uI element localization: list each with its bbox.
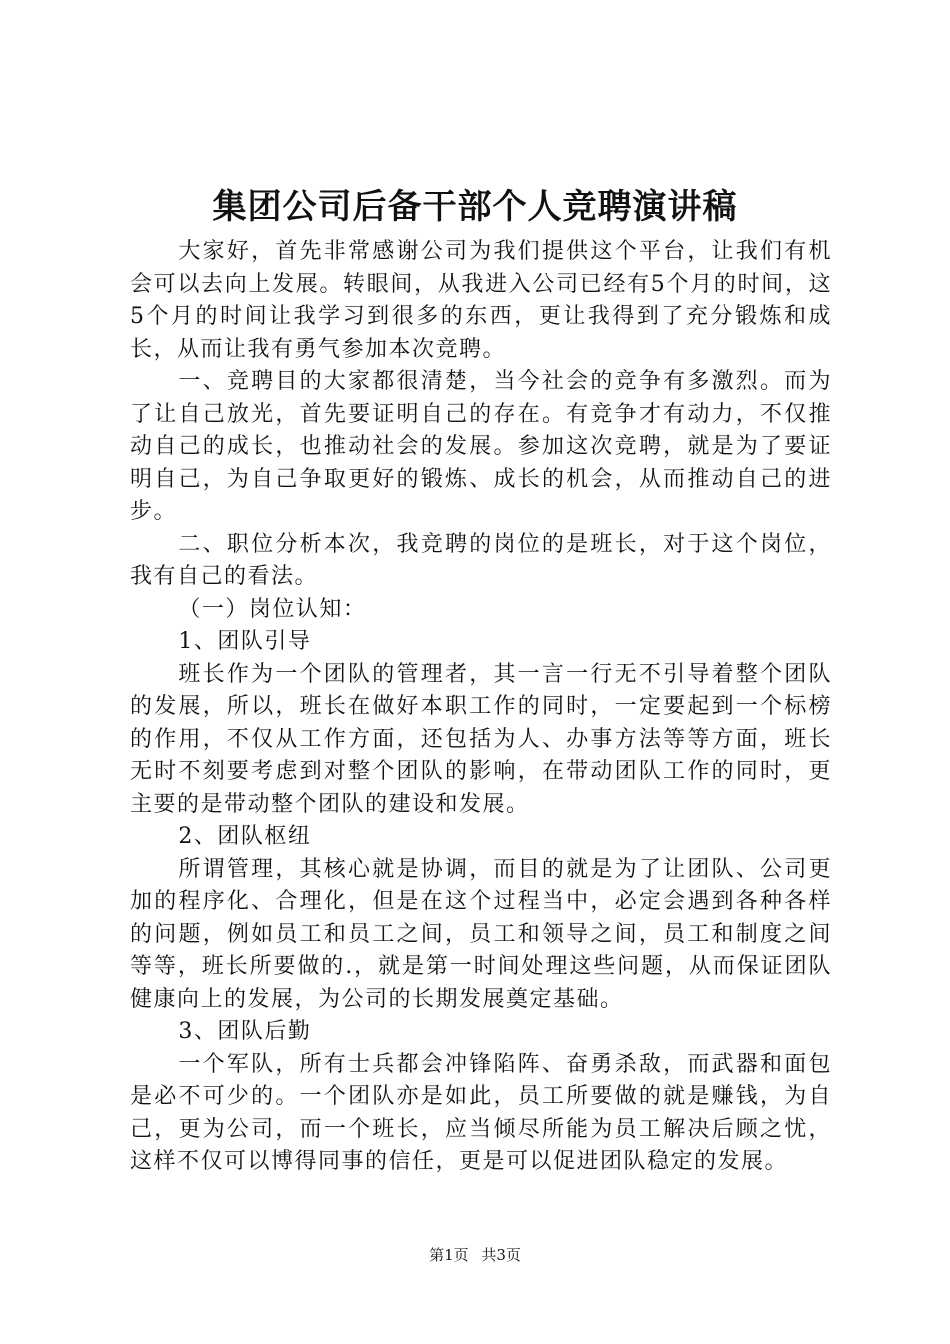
- subheading-team-logistics: 3、团队后勤: [178, 1019, 312, 1044]
- section-heading-role-awareness: （一）岗位认知：: [178, 596, 367, 622]
- paragraph-position-analysis: 二、职位分析本次，我竞聘的岗位的是班长，对于这个岗位，我有自己的看法。: [130, 531, 832, 589]
- paragraph-team-hub: 所谓管理，其核心就是协调，而目的就是为了让团队、公司更加的程序化、合理化，但是在这个过程当中，必定会遇到各种各样的问题，例如员工和员工之间，员工和领导之间，员工和制度之间等等，班长所要做的.，就是第一时间处理这些问题，从而保证团队健康向上的发展，为公司的长期发展奠定基础。: [130, 856, 832, 1012]
- subheading-team-hub: 2、团队枢纽: [178, 824, 312, 849]
- document-body: [130, 236, 832, 1179]
- page-total: 共3页: [481, 1246, 521, 1264]
- paragraph-team-guidance: 班长作为一个团队的管理者，其一言一行无不引导着整个团队的发展，所以，班长在做好本职工作的同时，一定要起到一个标榜的作用，不仅从工作方面，还包括为人、办事方法等等方面，班长无时不刻要考虑到对整个团队的影响，在带动团队工作的同时，更主要的是带动整个团队的建设和发展。: [130, 661, 832, 817]
- page-footer: [0, 1243, 950, 1267]
- paragraph-team-logistics: 一个军队，所有士兵都会冲锋陷阵、奋勇杀敌，而武器和面包是必不可少的。一个团队亦是如此，员工所要做的就是赚钱，为自己，更为公司，而一个班长，应当倾尽所能为员工解决后顾之忧，这样不仅可以博得同事的信任，更是可以促进团队稳定的发展。: [130, 1051, 832, 1174]
- subheading-team-guidance: 1、团队引导: [178, 629, 312, 654]
- paragraph-purpose: 一、竞聘目的大家都很清楚，当今社会的竞争有多激烈。而为了让自己放光，首先要证明自己的存在。有竞争才有动力，不仅推动自己的成长，也推动社会的发展。参加这次竞聘，就是为了要证明自己，为自己争取更好的锻炼、成长的机会，从而推动自己的进步。: [130, 369, 832, 524]
- paragraph-intro: 大家好，首先非常感谢公司为我们提供这个平台，让我们有机会可以去向上发展。转眼间，从我进入公司已经有5个月的时间，这5个月的时间让我学习到很多的东西，更让我得到了充分锻炼和成长，从而让我有勇气参加本次竞聘。: [130, 239, 832, 362]
- page-number: 第1页: [429, 1246, 469, 1264]
- document-title: 集团公司后备干部个人竞聘演讲稿: [212, 187, 738, 227]
